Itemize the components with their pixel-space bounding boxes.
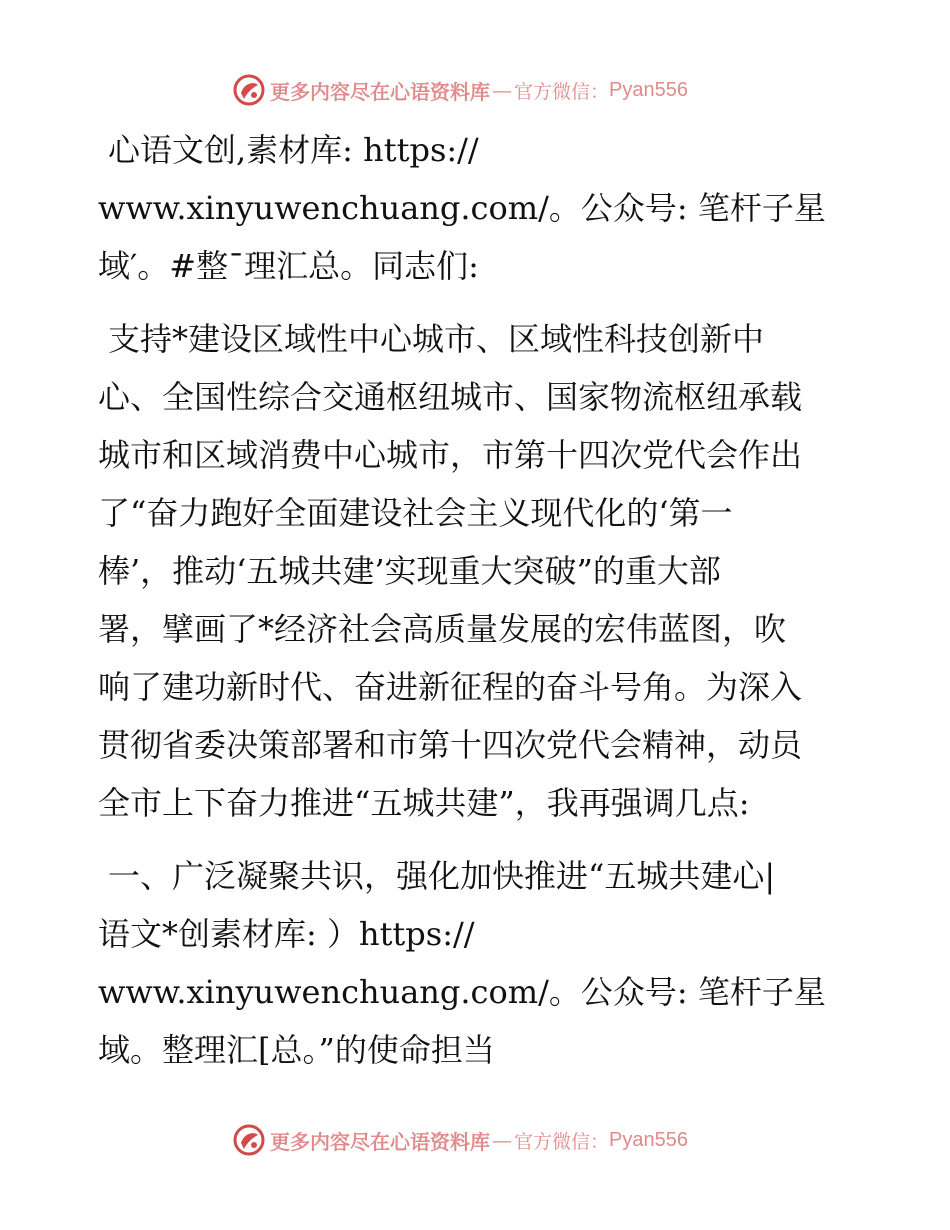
text-line: 贯彻省委决策部署和市第十四次党代会精神，动员 <box>98 726 803 764</box>
banner-wechat-label: 官方微信： <box>514 80 610 103</box>
banner-text: 更多内容尽在心语资料库 <box>270 79 490 104</box>
text-line: 署，擘画了*经济社会高质量发展的宏伟蓝图，吹 <box>98 610 787 648</box>
text-line: 域′。#整¯理汇总。同志们: <box>98 247 479 285</box>
text-line: 心、全国性综合交通枢纽城市、国家物流枢纽承载 <box>98 378 803 416</box>
text-line: www.xinyuwenchuang.com/。公众号: 笔杆子星 <box>98 189 826 227</box>
text-line: 棒’，推动‘五城共建’实现重大突破”的重大部 <box>98 552 721 590</box>
paragraph-intro <box>98 121 858 295</box>
paragraph-body <box>98 310 858 832</box>
banner-dash: — <box>492 78 512 102</box>
banner-wechat-label: 官方微信： <box>514 1130 610 1153</box>
banner-dash: — <box>492 1128 512 1152</box>
text-line: 语文*创素材库: ）https:// <box>98 915 475 953</box>
text-line: 支持*建设区域性中心城市、区域性科技创新中 <box>108 320 765 358</box>
text-line: www.xinyuwenchuang.com/。公众号: 笔杆子星 <box>98 973 826 1011</box>
text-line: 域。整理汇[总。”的使命担当 <box>98 1031 495 1069</box>
paragraph-section-one <box>98 847 858 1079</box>
red-seal-logo-icon <box>232 1123 266 1157</box>
red-seal-logo-icon <box>232 73 266 107</box>
header-banner <box>232 72 752 108</box>
text-line: 心语文创,素材库: https:// <box>108 131 479 169</box>
banner-wechat-id: Pyan556 <box>609 78 688 101</box>
text-line: 响了建功新时代、奋进新征程的奋斗号角。为深入 <box>98 668 803 706</box>
footer-banner <box>232 1122 752 1158</box>
text-line: 全市上下奋力推进“五城共建”，我再强调几点: <box>98 784 750 822</box>
banner-wechat-id: Pyan556 <box>609 1128 688 1151</box>
section-heading-line: 一、广泛凝聚共识，强化加快推进“五城共建心| <box>108 857 776 895</box>
text-line: 城市和区域消费中心城市，市第十四次党代会作出 <box>98 436 803 474</box>
text-line: 了“奋力跑好全面建设社会主义现代化的‘第一 <box>98 494 733 532</box>
banner-text: 更多内容尽在心语资料库 <box>270 1129 490 1154</box>
